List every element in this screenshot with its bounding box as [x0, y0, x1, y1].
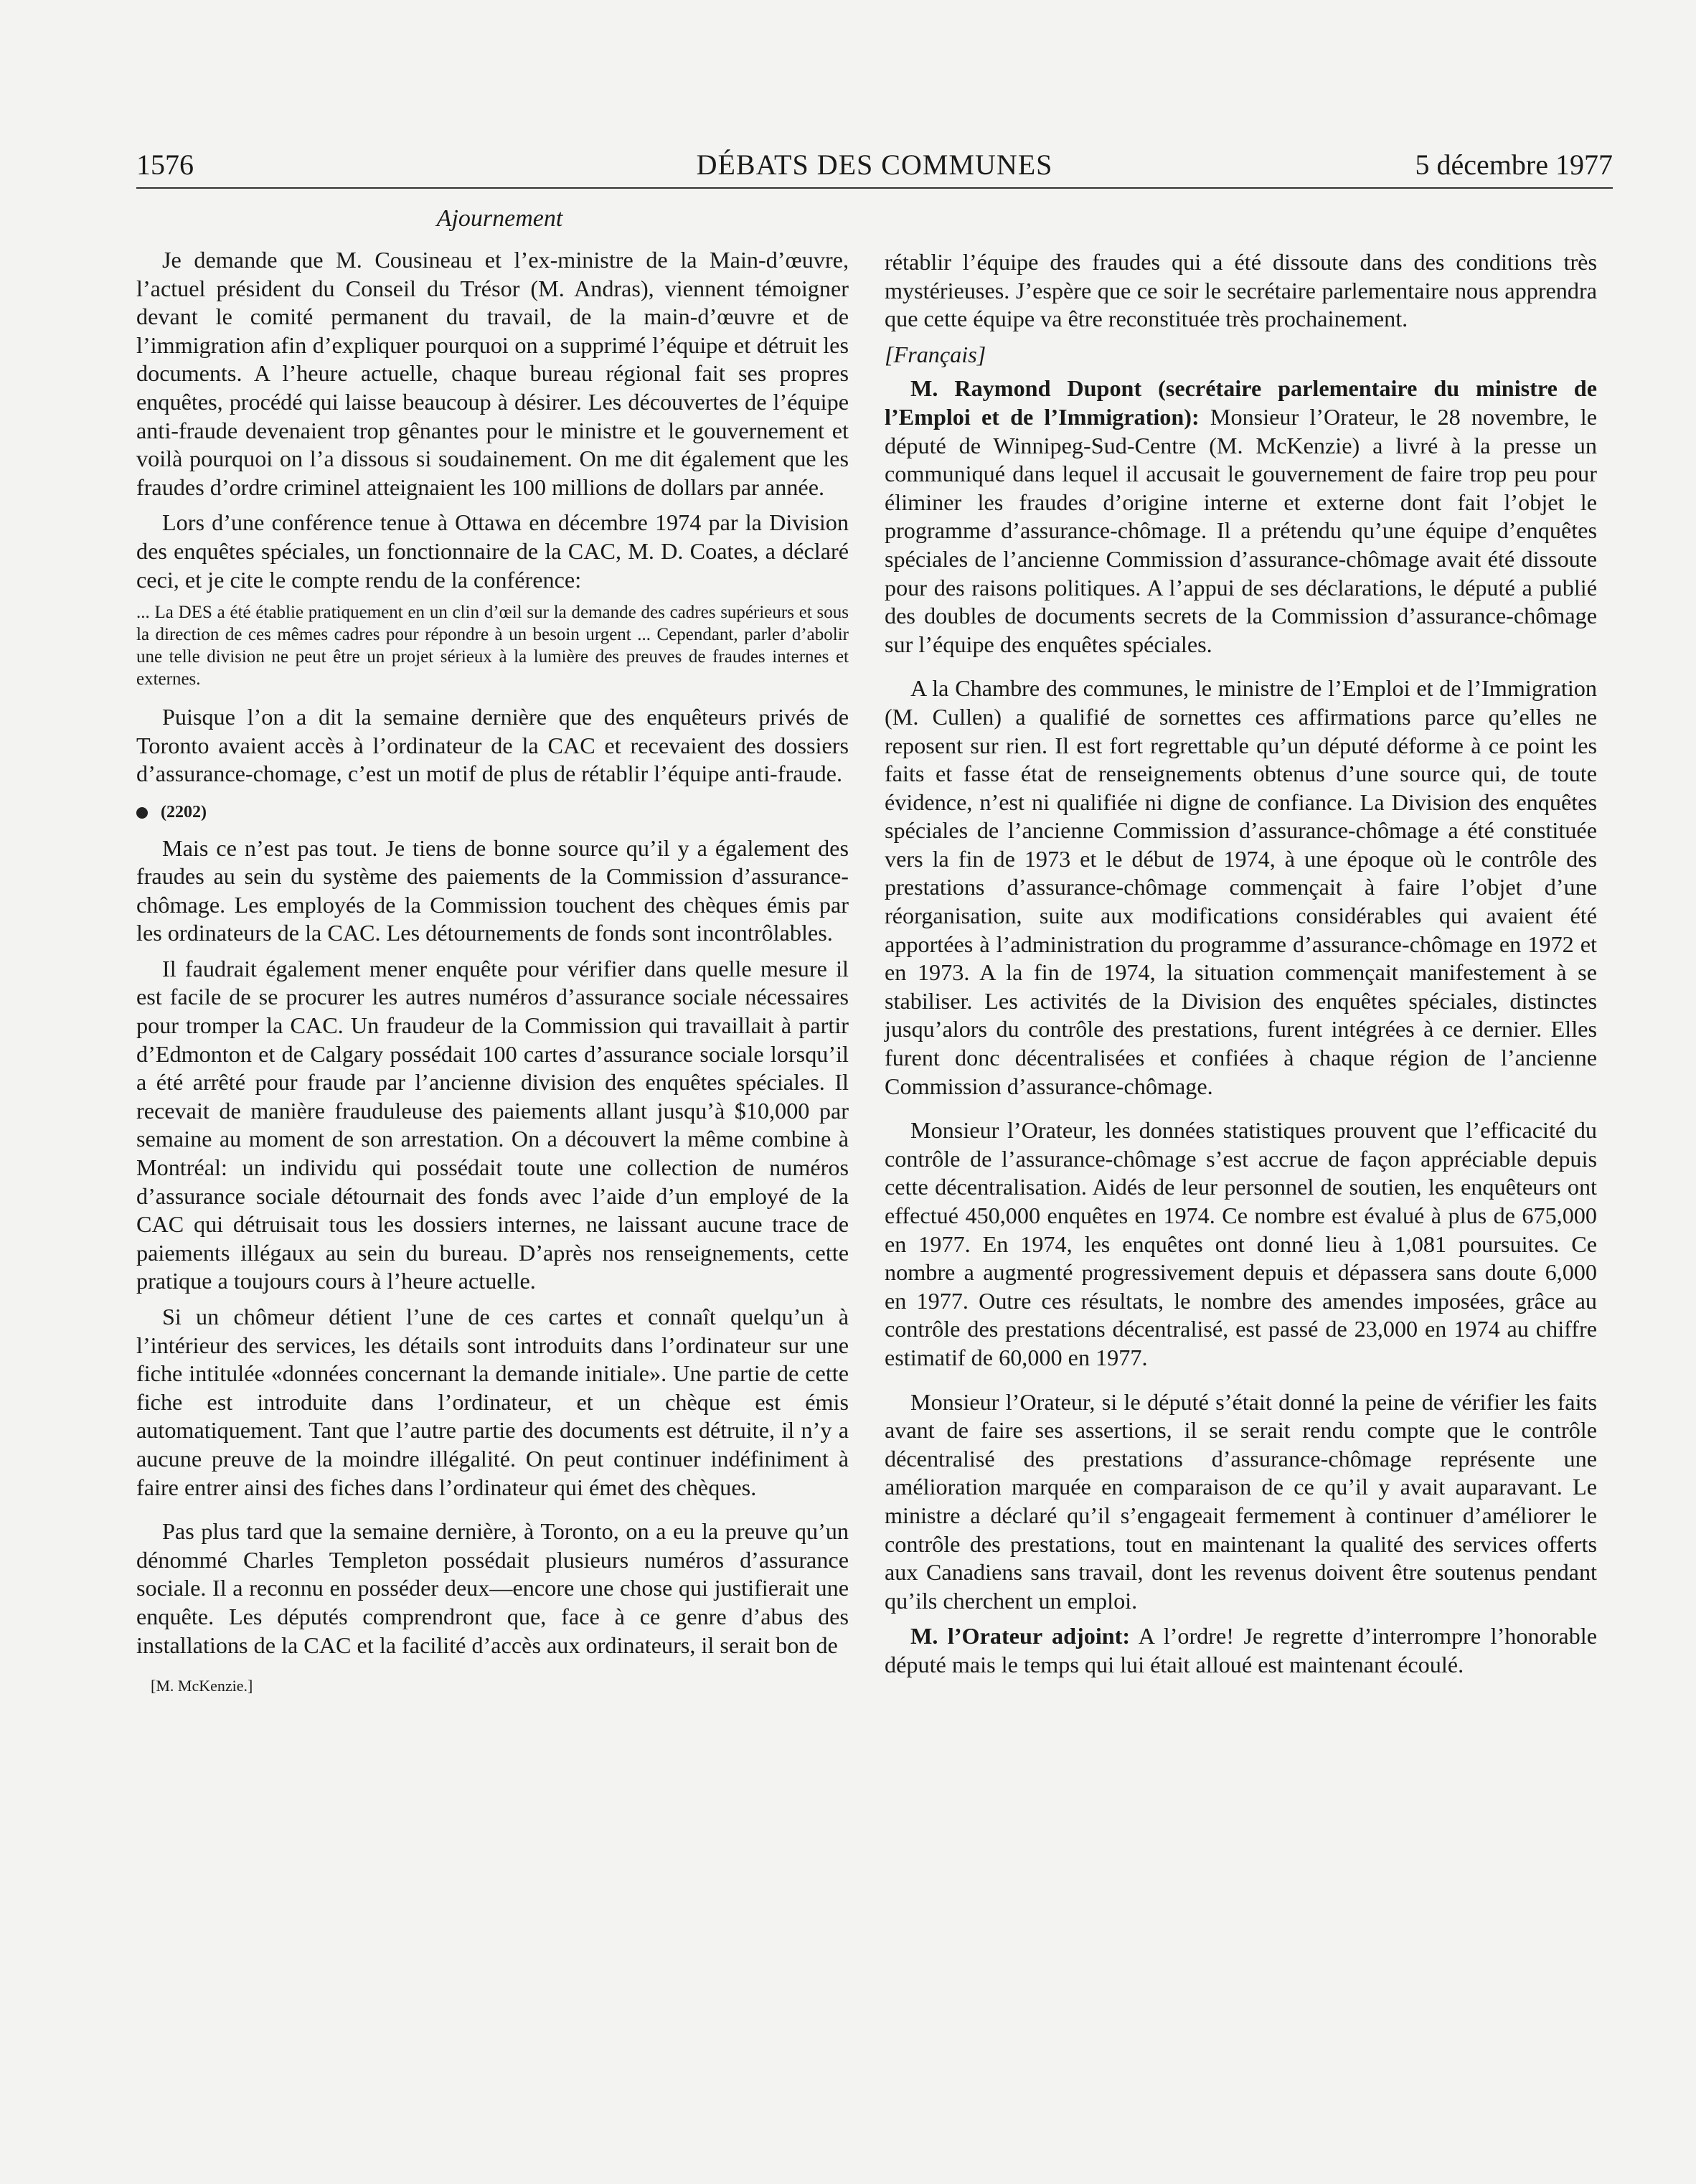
publication-title: DÉBATS DES COMMUNES [696, 149, 1053, 181]
speaker-name: M. Raymond Dupont (secrétaire parlementaire du ministre de l’Emploi et de l’Immigration): [885, 375, 1597, 430]
paragraph: Je demande que M. Cousineau et l’ex-ministre de la Main-d’œuvre, l’actuel président du Conseil du Trésor (M. Andras), viennent témoigner devant le comité permanent du travail, de la main-d’œuvre et de l’immigration afin d’expliquer pourquoi on a supprimé l’équipe et détruit les documents. A l’heure actuelle, chaque bureau régional fait ses propres enquêtes, procédé qui laisse beaucoup à désirer. Les découvertes de l’équipe anti-fraude devenaient trop gênantes pour le ministre et le gouvernement et voilà pourquoi on l’a dissous si soudainement. On me dit également que les fraudes d’ordre criminel atteignaient les 100 millions de dollars par année. [136, 247, 849, 500]
speech-text: A l’ordre! Je regrette d’interrompre l’honorable député mais le temps qui lui était alloué est maintenant écoulé. [885, 1623, 1597, 1677]
speaker-name: M. l’Orateur adjoint: [910, 1623, 1131, 1649]
paragraph: rétablir l’équipe des fraudes qui a été dissoute dans des conditions très mystérieuses. J’espère que ce soir le secrétaire parlementaire nous apprendra que cette équipe va être reconstituée très prochainement. [885, 249, 1597, 332]
paragraph: A la Chambre des communes, le ministre de l’Emploi et de l’Immigration (M. Cullen) a qualifié de sornettes ces affirmations parce qu’elles ne reposent sur rien. Il est fort regrettable qu’un député déforme à ce point les faits et fasse état de renseignements obtenus d’une source qui, de toute évidence, n’est ni qualifiée ni digne de confiance. La Division des enquêtes spéciales de l’ancienne Commission d’assurance-chômage a été constituée vers la fin de 1973 et le début de 1974, à une époque où le contrôle des prestations d’assurance-chômage commençait à faire l’objet d’une réorganisation, suite aux modifications considérables qui avaient été apportées à l’administration du programme d’assurance-chômage en 1972 et en 1973. A la fin de 1974, la situation commençait manifestement à se stabiliser. Les activités de la Division des enquêtes spéciales, distinctes jusqu’alors du contrôle des prestations, furent intégrées à ce dernier. Elles furent donc décentralisées et confiées à chaque région de l’ancienne Commission d’assurance-chômage. [885, 675, 1597, 1099]
speaker-footnote: [M. McKenzie.] [151, 1677, 253, 1695]
speech-paragraph [885, 1622, 1597, 1679]
time-marker-label: (2202) [161, 802, 207, 822]
paragraph: Puisque l’on a dit la semaine dernière que des enquêteurs privés de Toronto avaient accès à l’ordinateur de la CAC et recevaient des dossiers d’assurance-chomage, c’est un motif de plus de rétablir l’équipe anti-fraude. [136, 704, 849, 787]
speech-text: Monsieur l’Orateur, le 28 novembre, le député de Winnipeg-Sud-Centre (M. McKenzie) a livré à la presse un communiqué dans lequel il accusait le gouvernement de faire trop peu pour éliminer les fraudes d’origine interne et externe dont fait l’objet le programme d’assurance-chômage. Il a prétendu qu’une équipe d’enquêtes spéciales de l’ancienne Commission d’assurance-chômage avait été dissoute pour des raisons politiques. A l’appui de ses déclarations, le député a publié des doubles de documents secrets de la Commission d’assurance-chômage sur l’équipe des enquêtes spéciales. [885, 403, 1597, 657]
language-tag: [Français] [885, 341, 986, 367]
paragraph: Si un chômeur détient l’une de ces cartes et connaît quelqu’un à l’intérieur des services, les détails sont introduits dans l’ordinateur sur une fiche intitulée «données concernant la demande initiale». Une partie de cette fiche est introduite dans l’ordinateur, et un chèque est émis automatiquement. Tant que l’autre partie des documents est détruite, il n’y a aucune preuve de la moindre illégalité. On peut continuer indéfiniment à faire entrer ainsi des fiches dans l’ordinateur qui émet des chèques. [136, 1304, 849, 1500]
page-header [136, 147, 1613, 189]
publication-date: 5 décembre 1977 [1415, 149, 1613, 181]
paragraph: Pas plus tard que la semaine dernière, à Toronto, on a eu la preuve qu’un dénommé Charles Templeton possédait plusieurs numéros d’assurance sociale. Il a reconnu en posséder deux—encore une chose qui justifierait une enquête. Les députés comprendront que, face à ce genre d’abus des installations de la CAC et la facilité d’accès aux ordinateurs, il serait bon de [136, 1518, 849, 1658]
time-marker [136, 799, 849, 827]
page-number: 1576 [136, 149, 194, 181]
block-quote: ... La DES a été établie pratiquement en un clin d’œil sur la demande des cadres supérieurs et sous la direction de ces mêmes cadres pour répondre à un besoin urgent ... Cependant, parler d’abolir une telle division ne peut être un projet sérieux à la lumière des preuves de fraudes internes et externes. [136, 603, 849, 689]
speech-paragraph [885, 375, 1597, 659]
paragraph: Monsieur l’Orateur, si le député s’était donné la peine de vérifier les faits avant de faire ses assertions, il se serait rendu compte que le contrôle décentralisé des prestations d’assurance-chômage représente une amélioration marquée en comparaison de ce qu’il y avait auparavant. Le ministre a déclaré qu’il s’engageait fermement à continuer d’améliorer le contrôle des prestations, tout en maintenant la qualité des services offerts aux Canadiens sans travail, dont les revenus doivent être soutenus pendant qu’ils cherchent un emploi. [885, 1388, 1597, 1614]
left-column [136, 204, 849, 1697]
paragraph: Lors d’une conférence tenue à Ottawa en décembre 1974 par la Division des enquêtes spéciales, un fonctionnaire de la CAC, M. D. Coates, a déclaré ceci, et je cite le compte rendu de la conférence: [136, 509, 849, 593]
paragraph: Monsieur l’Orateur, les données statistiques prouvent que l’efficacité du contrôle de l’assurance-chômage s’est accrue de façon appréciable depuis cette décentralisation. Aidés de leur personnel de soutien, les enquêteurs ont effectué 450,000 enquêtes en 1974. Ce nombre est évalué à plus de 675,000 en 1977. En 1974, les enquêtes ont donné lieu à 1,081 poursuites. Ce nombre a augmenté progressivement depuis et dépassera sans doute 6,000 en 1977. Outre ces résultats, le nombre des amendes imposées, grâce au contrôle des prestations décentralisé, est passé de 23,000 en 1974 au chiffre estimatif de 60,000 en 1977. [885, 1117, 1597, 1370]
section-title: Ajournement [436, 205, 563, 232]
bullet-icon [136, 807, 148, 819]
paragraph: Mais ce n’est pas tout. Je tiens de bonne source qu’il y a également des fraudes au sein du système des paiements de la Commission d’assurance-chômage. Les employés de la Commission touchent des chèques émis par les ordinateurs de la CAC. Les détournements de fonds sont incontrôlables. [136, 834, 849, 946]
paragraph: Il faudrait également mener enquête pour vérifier dans quelle mesure il est facile de se procurer les autres numéros d’assurance sociale nécessaires pour tromper la CAC. Un fraudeur de la Commission qui travaillait à partir d’Edmonton et de Calgary possédait 100 cartes d’assurance sociale lorsqu’il a été arrêté pour fraude par l’ancienne division des enquêtes spéciales. Il recevait de manière frauduleuse des paiements allant jusqu’à $10,000 par semaine au moment de son arrestation. On a découvert la même combine à Montréal: un individu qui possédait toute une collection de numéros d’assurance sociale détournait des fonds avec l’aide d’un employé de la CAC qui détruisait tous les dossiers internes, ne laissant aucune trace de paiements illégaux au sein du bureau. D’après nos renseignements, cette pratique a toujours cours à l’heure actuelle. [136, 955, 849, 1294]
right-column [885, 248, 1597, 1687]
